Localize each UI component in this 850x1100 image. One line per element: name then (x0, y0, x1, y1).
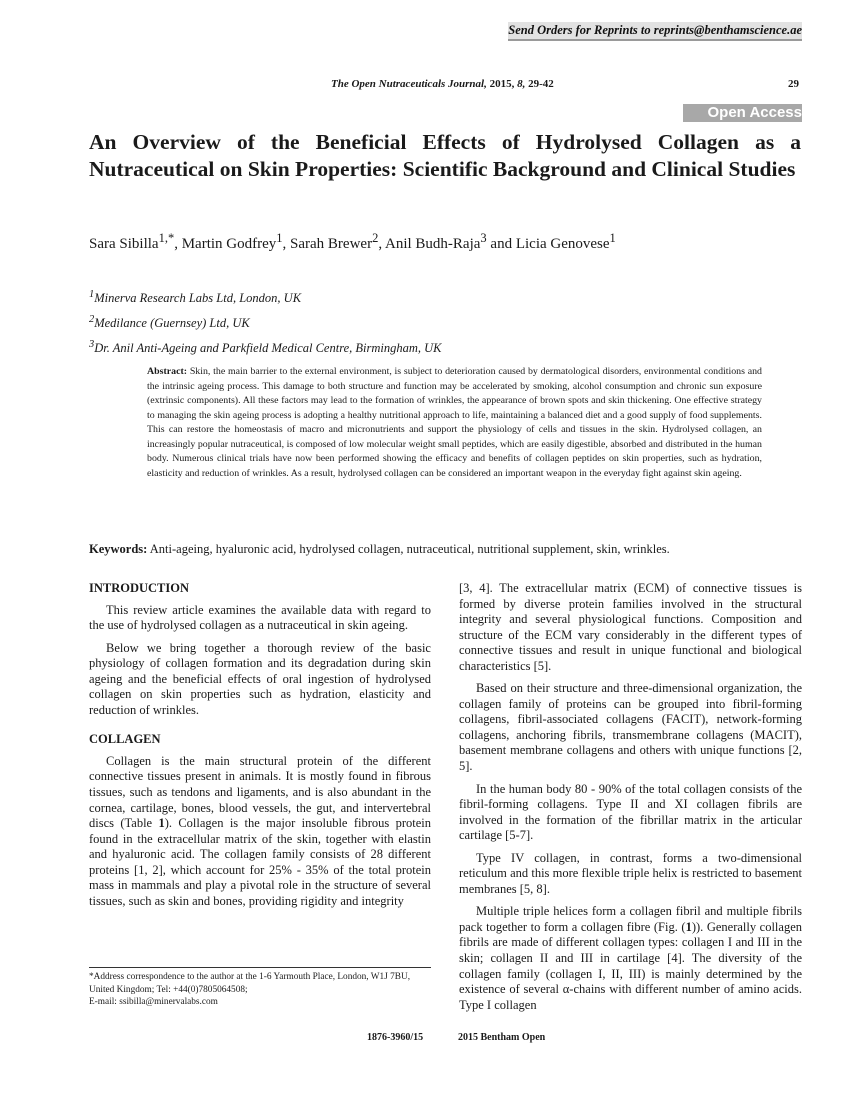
keywords-text: Anti-ageing, hyaluronic acid, hydrolysed collagen, nutraceutical, nutritional supplement, skin, wrinkles. (149, 542, 670, 556)
paragraph: Based on their structure and three-dimensional organization, the collagen family of proteins can be grouped into fibril-forming collagens, fibril-associated collagens (FACIT), network-forming collagens, anchoring fibrils, transmembrane collagens (MACIT), basement membrane collagens and others with unique functions [2, 5]. (459, 681, 802, 774)
author-name: Sarah Brewer (290, 236, 373, 252)
affiliation-number: 3 (89, 339, 95, 351)
affiliation-text: Minerva Research Labs Ltd, London, UK (94, 291, 302, 306)
reprint-notice: Send Orders for Reprints to reprints@benthamscience.ae (508, 23, 802, 37)
journal-pages: 29-42 (528, 78, 554, 90)
abstract (147, 365, 762, 481)
author-name: Licia Genovese (515, 236, 610, 252)
affiliations (89, 284, 442, 359)
journal-name: The Open Nutraceuticals Journal, (331, 78, 487, 90)
open-access-label: Open Access (707, 104, 802, 121)
author-affiliation-mark: 1 (609, 231, 616, 245)
affiliation-text: Medilance (Guernsey) Ltd, UK (94, 316, 250, 331)
footnote-email[interactable]: E-mail: ssibilla@minervalabs.com (89, 997, 218, 1007)
correspondence-footnote (89, 967, 431, 1009)
footnote-address: *Address correspondence to the author at the 1-6 Yarmouth Place, London, W1J 7BU, United Kingdom; Tel: +44(0)7805064508; (89, 972, 411, 995)
keywords (89, 542, 809, 557)
paragraph: In the human body 80 - 90% of the total collagen consists of the fibril-forming collagens. Type II and XI collagen fibrils are involved in the formation of the fibrillar matrix in the articular cartilage [5-7]. (459, 781, 802, 843)
author-separator: and (486, 236, 516, 252)
affiliation-item (89, 309, 442, 334)
abstract-text: Skin, the main barrier to the external environment, is subject to deterioration caused by dermatological disorders, environmental conditions and the intrinsic ageing process. This damage to both structure and function may be accelerated by smoking, alcohol consumption and chronic sun exposure (extrinsic components). All these factors may lead to the formation of wrinkles, the appearance of brown spots and skin thickening. One effective strategy to managing the skin ageing process is adopting a healthy nutritional approach to life, maintaining a balanced diet and a good supply of food supplements. This can restore the homeostasis of macro and micronutrients and support the physiology of cells and tissues in the skin. Hydrolysed collagen, an increasingly popular nutraceutical, is composed of low molecular weight small peptides, which are easily digestible, absorbed and distributed in the human body. Numerous clinical trials have now been performed showing the efficacy and benefits of collagen peptides on skin properties, such as hydration, elasticity and reduction of wrinkles. As a result, hydrolysed collagen can be considered an important weapon in the everyday fight against skin ageing. (147, 366, 762, 479)
paragraph: This review article examines the available data with regard to the use of hydrolysed collagen as a nutraceutical in skin ageing. (89, 602, 431, 633)
paragraph-text: Collagen is the main structural protein of the different connective tissues present in animals. It is mostly found in fibrous tissues, such as tendons and ligaments, and is also abundant in the cornea, cartilage, bones, blood vessels, the gut, and intervertebral discs (Table (89, 753, 431, 831)
paragraph (89, 754, 431, 909)
article-title: An Overview of the Beneficial Effects of Hydrolysed Collagen as a Nutraceutical on Skin Properties: Scientific Background and Clinical Studies (89, 130, 801, 181)
paragraph-text: )). Generally collagen fibrils are made of different collagen types: collagen I and III in the skin; collagen II and III in cartilage [4]. The diversity of the collagen family (collagen I, II, III) is mainly determined by the existence of several α-chains with different number of amino acids. Type I collagen (459, 919, 802, 1012)
journal-year: 2015, (489, 78, 515, 90)
page-number: 29 (788, 78, 799, 90)
journal-citation (331, 78, 554, 90)
author-separator: , (378, 236, 385, 252)
affiliation-text: Dr. Anil Anti-Ageing and Parkfield Medical Centre, Birmingham, UK (94, 341, 442, 356)
abstract-label: Abstract: (147, 366, 188, 377)
section-heading-introduction: INTRODUCTION (89, 581, 190, 595)
author-name: Sara Sibilla (89, 236, 159, 252)
paragraph (459, 904, 802, 1013)
author-separator: , (174, 236, 182, 252)
left-column (89, 581, 431, 916)
paragraph: Below we bring together a thorough review of the basic physiology of collagen formation and its degradation during skin ageing and the beneficial effects of oral ingestion of hydrolysed collagen on skin properties such as hydration, elasticity and reduction of wrinkles. (89, 640, 431, 717)
affiliation-item (89, 284, 442, 309)
paragraph: [3, 4]. The extracellular matrix (ECM) of connective tissues is formed by diverse protein families involved in the structural integrity and several physiological functions. Composition and structure of the ECM vary considerably in the different types of connective tissues and result in unique functional and biological characteristics [5]. (459, 581, 802, 673)
author-list (89, 231, 616, 253)
paragraph: Type IV collagen, in contrast, forms a two-dimensional reticulum and this more flexible triple helix is restricted to basement membranes [5, 8]. (459, 850, 802, 896)
open-access-badge (683, 104, 802, 122)
table-reference-link[interactable]: 1 (158, 816, 165, 831)
section-heading-collagen: COLLAGEN (89, 732, 161, 747)
figure-reference-link[interactable]: 1 (685, 919, 692, 934)
author-affiliation-mark: 1,* (158, 231, 175, 245)
author-affiliation-mark: 3 (480, 231, 487, 245)
paragraph-text: Multiple triple helices form a collagen fibril and multiple fibrils pack together to form a collagen fibre (Fig. ( (459, 904, 802, 934)
issn: 1876-3960/15 (367, 1032, 424, 1043)
affiliation-number: 2 (89, 314, 95, 326)
author-affiliation-mark: 2 (372, 231, 379, 245)
paragraph-text: ). Collagen is the major insoluble fibrous protein found in the extracellular matrix of the skin, together with elastin and hyaluronic acid. The collagen family consists of 28 different proteins [1, 2], which account for 25% - 35% of the total protein mass in mammals and play a pivotal role in the structure of several tissues, such as skin and bones, providing rigidity and integrity (89, 816, 431, 908)
copyright: 2015 Bentham Open (458, 1032, 546, 1043)
affiliation-number: 1 (89, 289, 95, 300)
journal-volume: 8, (517, 78, 526, 90)
author-name: Martin Godfrey (181, 236, 277, 252)
right-column (459, 581, 802, 1020)
author-affiliation-mark: 1 (276, 231, 283, 245)
author-name: Anil Budh-Raja (385, 236, 481, 252)
author-separator: , (282, 236, 291, 252)
keywords-label: Keywords: (89, 542, 148, 556)
affiliation-item (89, 334, 442, 359)
reprint-notice-bar (508, 22, 802, 41)
